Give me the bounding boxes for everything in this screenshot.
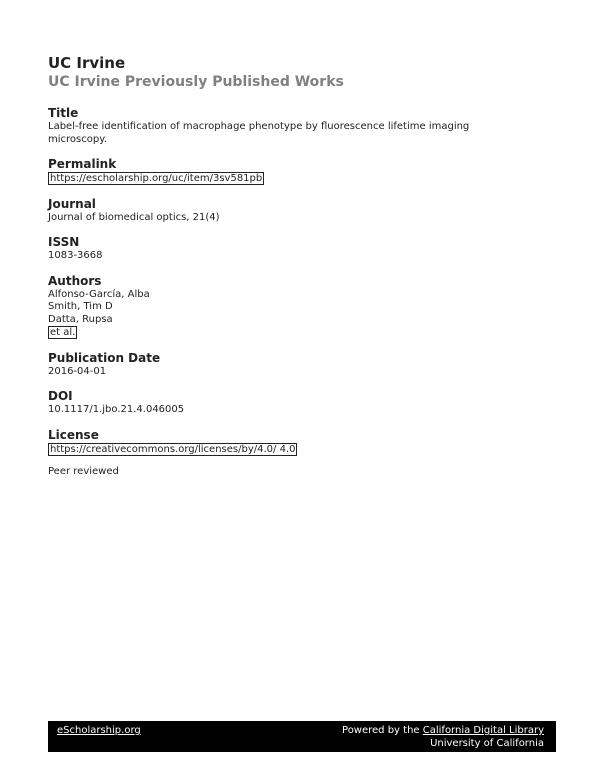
issn-label: ISSN bbox=[48, 235, 80, 249]
journal-field bbox=[48, 196, 548, 225]
institution-name: UC Irvine bbox=[48, 54, 126, 72]
university-name: University of California bbox=[430, 738, 544, 749]
title-value-line2: microscopy. bbox=[48, 133, 107, 145]
metadata-fields bbox=[48, 105, 548, 478]
author-item: Datta, Rupsa bbox=[48, 313, 113, 325]
footer-bar bbox=[48, 721, 556, 752]
title-field bbox=[48, 105, 548, 146]
doi-label: DOI bbox=[48, 389, 73, 403]
publication-date-field bbox=[48, 350, 548, 379]
journal-value: Journal of biomedical optics, 21(4) bbox=[48, 211, 220, 223]
escholarship-link[interactable]: eScholarship.org bbox=[57, 725, 141, 736]
cdl-link[interactable]: California Digital Library bbox=[422, 725, 544, 736]
title-value-line1: Label-free identification of macrophage phenotype by fluorescence lifetime imaging bbox=[48, 121, 470, 132]
issn-value: 1083-3668 bbox=[48, 250, 103, 261]
series-name: UC Irvine Previously Published Works bbox=[48, 74, 344, 90]
more-authors-link[interactable]: et al. bbox=[50, 327, 76, 338]
permalink-label: Permalink bbox=[48, 157, 117, 171]
doi-field bbox=[48, 388, 548, 417]
footer-left bbox=[57, 724, 141, 737]
license-label: License bbox=[48, 427, 99, 442]
authors-field bbox=[48, 273, 548, 340]
title-label: Title bbox=[48, 106, 79, 120]
footer-right bbox=[342, 724, 544, 750]
author-item: Alfonso-García, Alba bbox=[48, 288, 150, 300]
authors-label: Authors bbox=[48, 273, 102, 288]
license-link[interactable]: https://creativecommons.org/licenses/by/4.0/ 4.0 bbox=[50, 443, 296, 455]
publication-date-label: Publication Date bbox=[48, 350, 161, 365]
permalink-link[interactable]: https://escholarship.org/uc/item/3sv581pb bbox=[50, 173, 263, 184]
doi-value: 10.1117/1.jbo.21.4.046005 bbox=[48, 404, 185, 415]
document-header bbox=[48, 54, 344, 91]
peer-reviewed-note: Peer reviewed bbox=[48, 466, 119, 477]
powered-by-text: Powered by the bbox=[342, 725, 423, 736]
issn-field bbox=[48, 234, 548, 263]
permalink-field bbox=[48, 156, 548, 186]
author-item: Smith, Tim D bbox=[48, 301, 113, 312]
journal-label: Journal bbox=[48, 196, 96, 211]
publication-date-value: 2016-04-01 bbox=[48, 365, 107, 377]
license-field bbox=[48, 427, 548, 457]
